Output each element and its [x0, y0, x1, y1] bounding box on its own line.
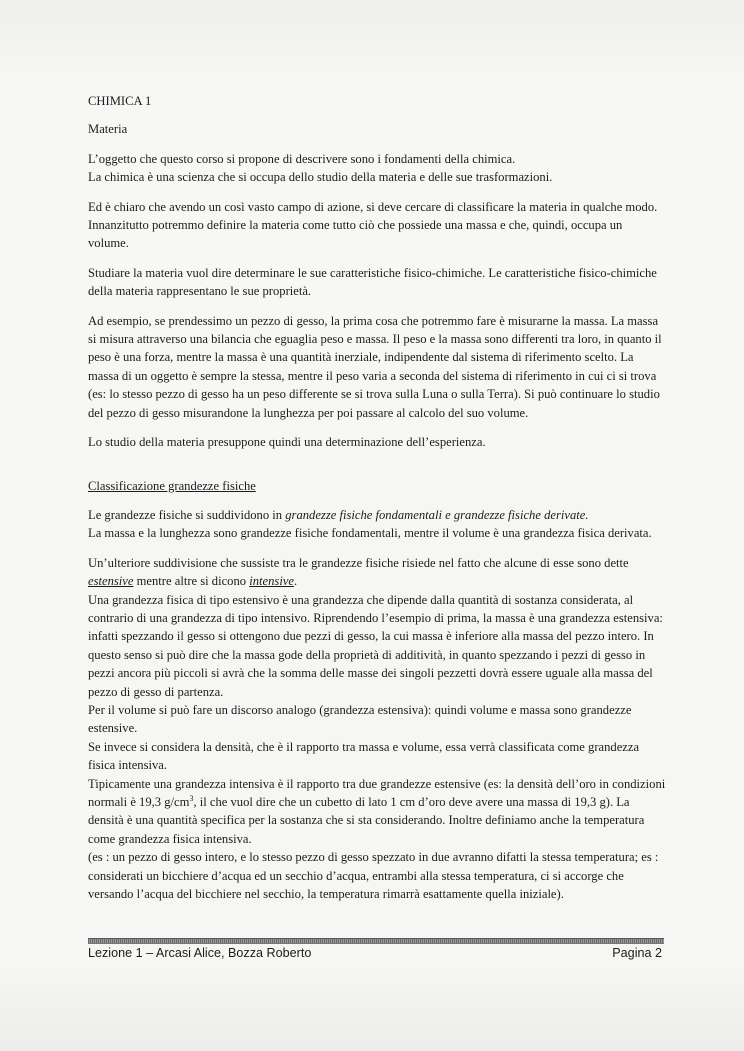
paragraph-subdivision	[88, 506, 666, 543]
footer-lesson-authors: Lezione 1 – Arcasi Alice, Bozza Roberto	[88, 946, 312, 960]
subdivision-italic: grandezze fisiche fondamentali e grandezze fisiche derivate.	[285, 507, 589, 522]
section-title-materia: Materia	[88, 122, 128, 137]
section-heading-classification: Classificazione grandezze fisiche	[88, 478, 256, 493]
paragraph-intensive-ratio	[88, 775, 666, 849]
footer-divider	[88, 938, 664, 944]
paragraph-conclusion: Lo studio della materia presuppone quindi una determinazione dell’esperienza.	[88, 435, 486, 450]
paragraph-example: Ad esempio, se prendessimo un pezzo di gesso, la prima cosa che potremmo fare è misurarne la massa. La massa si misura attraverso una bilancia che eguaglia peso e massa. Il peso e la massa sono differenti tra loro, in quanto il peso è una forza, mentre la massa è una quantità inerziale, indipendente dal sistema di riferimento scelto. La massa di un oggetto è sempre la stessa, mentre il peso varia a seconda del sistema di riferimento in cui ci si trova (es: lo stesso pezzo di gesso ha un peso differente se si trova sulla Luna o sulla Terra). Si può continuare lo studio del pezzo di gesso misurandone la lunghezza per poi passare al calcolo del suo volume.	[88, 313, 662, 420]
ratio-superscript: 3	[189, 793, 194, 803]
document-title: CHIMICA 1	[88, 94, 152, 108]
subdivision-line-2: La massa e la lunghezza sono grandezze fisiche fondamentali, mentre il volume è una grandezza fisica derivata.	[88, 526, 652, 541]
paragraph-extensive-intensive	[88, 554, 666, 591]
paragraph-temperature-examples: (es : un pezzo di gesso intero, e lo stesso pezzo di gesso spezzato in due avranno difatti la stessa temperatura; es : considerati un bicchiere d’acqua ed un secchio d’acqua, entrambi alla stessa temperatura, ci si accorge che versando l’acqua del bicchiere nel secchio, la temperatura rimarrà esattamente quella iniziale).	[88, 850, 659, 902]
paragraph-extensive-definition: Una grandezza fisica di tipo estensivo è una grandezza che dipende dalla quantità di sostanza considerata, al contrario di una grandezza di tipo intensivo. Riprendendo l’esempio di prima, la massa è una grandezza estensiva: infatti spezzando il gesso si ottengono due pezzi di gesso, la cui massa è inferiore alla massa del pezzo intero. In questo senso si può dire che la massa gode della proprietà di additività, in quanto spezzando i pezzi di gesso in pezzi ancora più piccoli si avrà che la somma delle masse dei singoli pezzetti dovrà essere uguale alla massa del pezzo di gesso di partenza.	[88, 592, 663, 699]
intro-line-1: L’oggetto che questo corso si propone di descrivere sono i fondamenti della chimica.	[88, 151, 516, 166]
term-intensive: intensive	[249, 574, 294, 589]
paragraph-density: Se invece si considera la densità, che è il rapporto tra massa e volume, essa verrà classificata come grandezza fisica intensiva.	[88, 739, 640, 773]
paragraph-volume: Per il volume si può fare un discorso analogo (grandezza estensiva): quindi volume e massa sono grandezze estensive.	[88, 702, 632, 736]
ext-int-end: .	[294, 574, 298, 589]
footer-page-number: Pagina 2	[612, 946, 662, 960]
term-estensive: estensive	[88, 574, 134, 589]
ext-int-intro: Un’ulteriore suddivisione che sussiste tra le grandezze fisiche risiede nel fatto che alcune di esse sono dette	[88, 555, 629, 570]
page-content	[88, 92, 666, 903]
ratio-text-1: Tipicamente una grandezza intensiva è il rapporto tra due grandezze estensive (es: la densità dell’oro in condizioni normali è 19,3 g/cm	[88, 776, 666, 809]
intro-line-2: La chimica è una scienza che si occupa dello studio della materia e delle sue trasformazioni.	[88, 170, 553, 185]
paragraph-intro	[88, 150, 666, 187]
paragraph-definition: Ed è chiaro che avendo un così vasto campo di azione, si deve cercare di classificare la materia in qualche modo. Innanzitutto potremmo definire la materia come tutto ciò che possiede una massa e che, quindi, occupa un volume.	[88, 199, 658, 251]
subdivision-text: Le grandezze fisiche si suddividono in	[88, 507, 286, 522]
paragraph-properties: Studiare la materia vuol dire determinare le sue caratteristiche fisico-chimiche. Le caratteristiche fisico-chimiche della materia rappresentano le sue proprietà.	[88, 265, 657, 299]
ext-int-mid: mentre altre si dicono	[133, 574, 250, 589]
ratio-text-2: , il che vuol dire che un cubetto di lato 1 cm d’oro deve avere una massa di 19,3 g). La densità è una quantità specifica per la sostanza che si sta considerando. Inoltre definiamo anche la temperatura come grandezza fisica intensiva.	[88, 795, 645, 846]
